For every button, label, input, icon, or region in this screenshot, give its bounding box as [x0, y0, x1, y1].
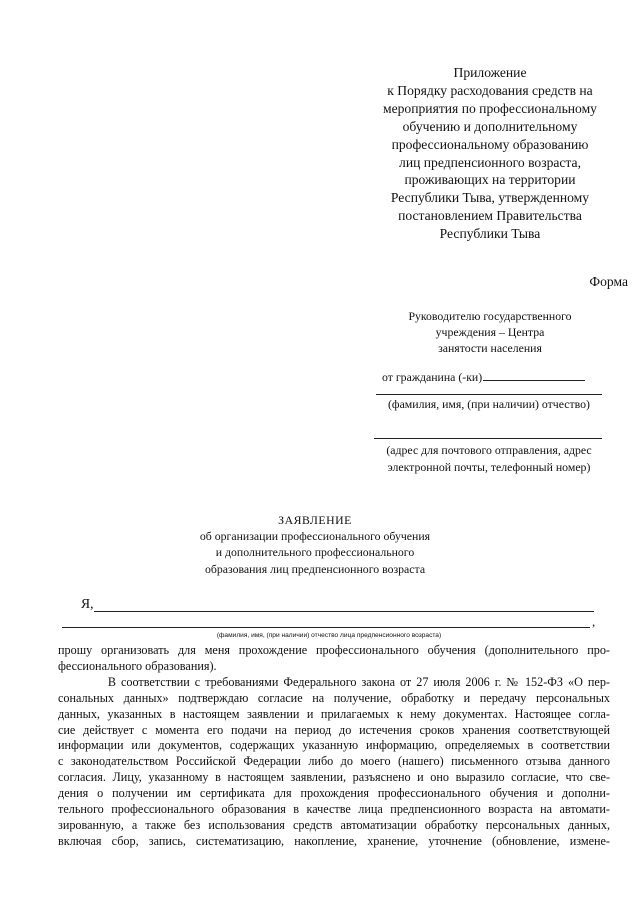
- title-subline: об организации профессионального обучения: [199, 529, 431, 544]
- body-line: данных, указанных в настоящем заявлении и прилагаемых к нему документах. Настоящее согла-: [58, 706, 610, 721]
- body-line: сие действует с момента его подачи на период до истечения сроков хранения соответствующей: [58, 722, 610, 737]
- addressee-block: [376, 308, 604, 357]
- document-title: ЗАЯВЛЕНИЕ: [278, 513, 352, 527]
- body-line: зированную, а также без использования средств автоматизации обработку персональных данных,: [58, 817, 610, 832]
- body-line: с законодательством Российской Федерации либо до моего (нашего) письменного отзыва данного: [58, 754, 610, 769]
- applicant-name-line-1[interactable]: [94, 611, 594, 612]
- title-subline: образования лиц предпенсионного возраста: [204, 561, 426, 576]
- body-line: сональных данных» подтверждаю согласие на получение, обработку и передачу персональных: [58, 690, 610, 705]
- applicant-name-caption: (фамилия, имя, (при наличии) отчество лица предпенсионного возраста): [216, 632, 442, 639]
- body-line: согласия. Лицу, указанному в настоящем заявлении, разъяснено и оно выразило согласие, что све-: [58, 770, 610, 785]
- from-citizen-line: [382, 369, 585, 385]
- appendix-line: Приложение: [453, 65, 527, 80]
- body-line: дения о получении им сертификата для прохождения профессионального обучения и дополни-: [58, 786, 610, 801]
- title-subline: и дополнительного профессионального: [215, 545, 415, 560]
- body-line: фессионального образования).: [58, 658, 217, 673]
- from-citizen-label: от гражданина (-ки): [382, 370, 483, 384]
- address-caption-line: электронной почты, телефонный номер): [387, 459, 591, 474]
- body-line: информации или документов, содержащих указанную информацию, определяемых в соответствии: [58, 738, 610, 753]
- name-field-line[interactable]: [376, 394, 602, 395]
- addressee-line: учреждения – Центра: [435, 325, 545, 340]
- address-caption-line: (адрес для почтового отправления, адрес: [386, 443, 592, 457]
- appendix-line: обучению и дополнительному: [402, 118, 578, 134]
- appendix-line: к Порядку расходования средств на: [387, 82, 593, 98]
- appendix-line: Республики Тыва: [439, 226, 541, 242]
- body-line: прошу организовать для меня прохождение профессионального обучения (дополнительного про-: [58, 643, 610, 657]
- body-line: включая сбор, запись, систематизацию, накопление, хранение, уточнение (обновление, измене-: [58, 833, 610, 848]
- appendix-line: Республики Тыва, утвержденному: [390, 190, 590, 206]
- appendix-line: профессиональному образованию: [391, 136, 589, 152]
- addressee-line: Руководителю государственного: [408, 309, 572, 323]
- address-field-line[interactable]: [374, 438, 602, 439]
- application-body: [58, 643, 610, 850]
- appendix-line: лиц предпенсионного возраста,: [399, 154, 581, 170]
- appendix-header: [352, 64, 628, 243]
- appendix-line: проживающих на территории: [404, 172, 576, 188]
- form-label: Форма: [589, 274, 628, 289]
- applicant-name-line-2[interactable]: [62, 627, 590, 628]
- appendix-line: постановлением Правительства: [398, 208, 582, 224]
- appendix-line: мероприятия по профессиональному: [383, 100, 597, 116]
- application-title-block: [180, 512, 450, 577]
- applicant-comma: ,: [592, 614, 596, 629]
- name-field-caption: (фамилия, имя, (при наличии) отчество): [388, 397, 590, 411]
- applicant-prefix: Я,: [81, 596, 94, 611]
- addressee-line: занятости населения: [438, 341, 542, 356]
- body-line: тельного профессионального образования в качестве лица предпенсионного возраста на автомати-: [58, 802, 610, 817]
- body-line: В соответствии с требованиями Федерального закона от 27 июля 2006 г. № 152-ФЗ «О пер-: [58, 674, 610, 689]
- citizen-name-field[interactable]: [483, 369, 585, 381]
- address-field-caption: [372, 442, 606, 475]
